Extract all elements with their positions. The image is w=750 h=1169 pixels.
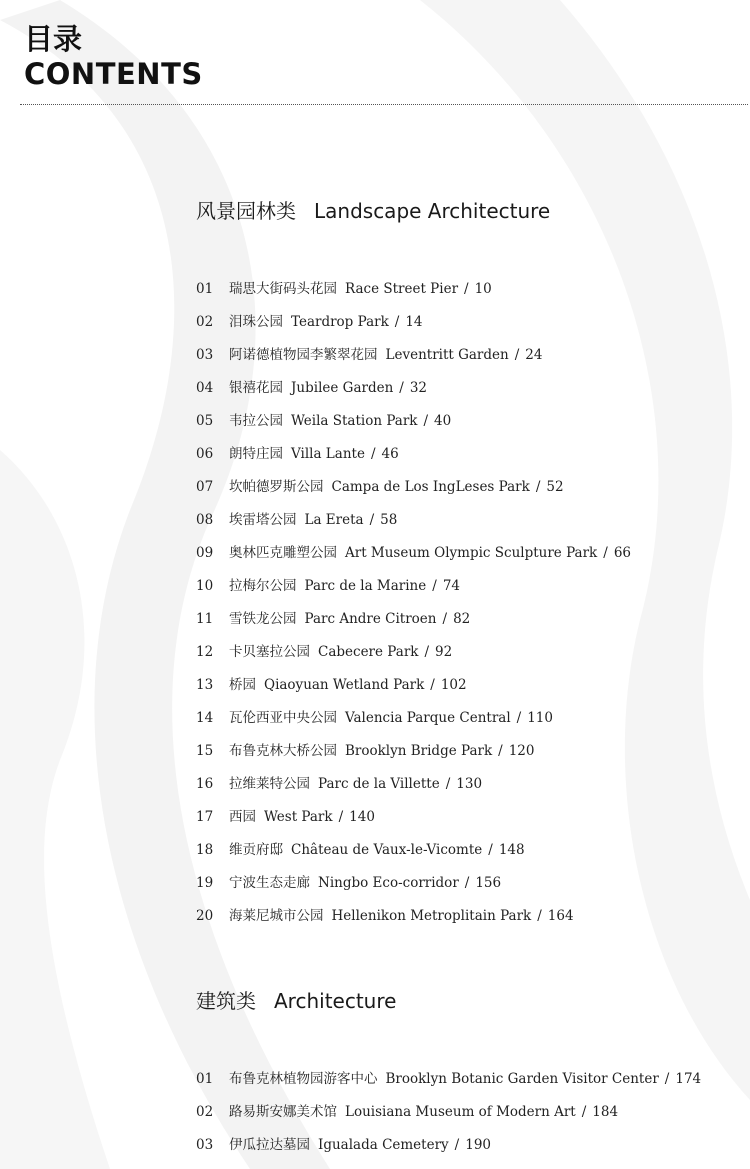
entry-page-number: 66 bbox=[613, 545, 631, 561]
entry-title-cn: 瓦伦西亚中央公园 bbox=[229, 710, 337, 726]
entry-title-en: Villa Lante bbox=[291, 446, 365, 462]
entry-number: 17 bbox=[196, 809, 214, 825]
entry-separator: / bbox=[603, 545, 608, 561]
entry-separator: / bbox=[514, 347, 520, 363]
entry-separator: / bbox=[498, 743, 503, 759]
entry-separator: / bbox=[370, 446, 376, 462]
toc-entry[interactable] bbox=[196, 1096, 701, 1129]
entry-number: 18 bbox=[196, 842, 214, 858]
entry-number: 03 bbox=[196, 1137, 214, 1153]
entry-title-en: Parc de la Marine bbox=[304, 578, 427, 594]
entry-title-en: West Park bbox=[264, 809, 333, 825]
toc-entry[interactable] bbox=[196, 669, 631, 702]
entry-page-number: 156 bbox=[475, 875, 502, 891]
entry-separator: / bbox=[369, 512, 375, 528]
entry-page-number: 58 bbox=[380, 512, 398, 528]
entry-number: 05 bbox=[196, 413, 214, 429]
entry-number: 11 bbox=[196, 611, 214, 627]
toc-entry[interactable] bbox=[196, 801, 631, 834]
entry-title-cn: 韦拉公园 bbox=[229, 413, 283, 429]
entry-separator: / bbox=[488, 842, 493, 858]
entry-page-number: 14 bbox=[405, 314, 423, 330]
entry-separator: / bbox=[445, 776, 451, 792]
entry-page-number: 32 bbox=[409, 380, 428, 396]
entry-title-cn: 瑞思大街码头花园 bbox=[229, 281, 337, 297]
entry-separator: / bbox=[423, 413, 429, 429]
toc-entry[interactable] bbox=[196, 570, 631, 603]
entry-title-en: Brooklyn Bridge Park bbox=[345, 743, 493, 759]
toc-entry[interactable] bbox=[196, 867, 631, 900]
entry-number: 13 bbox=[196, 677, 214, 693]
entry-number: 20 bbox=[196, 908, 214, 924]
entry-title-cn: 银禧花园 bbox=[229, 380, 283, 396]
entry-page-number: 110 bbox=[527, 710, 553, 726]
toc-entry[interactable] bbox=[196, 735, 631, 768]
entry-separator: / bbox=[399, 380, 404, 396]
toc-entry[interactable] bbox=[196, 834, 631, 867]
entry-title-en: Race Street Pier bbox=[345, 281, 459, 297]
entry-separator: / bbox=[535, 479, 541, 495]
entry-separator: / bbox=[581, 1104, 587, 1120]
entry-title-en: Art Museum Olympic Sculpture Park bbox=[345, 545, 598, 561]
toc-entry[interactable] bbox=[196, 636, 631, 669]
entry-separator: / bbox=[430, 677, 435, 693]
entry-title-cn: 朗特庄园 bbox=[229, 446, 283, 462]
entry-title-cn: 维贡府邸 bbox=[229, 842, 283, 858]
entry-separator: / bbox=[394, 314, 400, 330]
entry-page-number: 10 bbox=[474, 281, 492, 297]
entry-number: 03 bbox=[196, 347, 214, 363]
entry-title-en: Leventritt Garden bbox=[385, 347, 509, 363]
toc-entry[interactable] bbox=[196, 405, 631, 438]
entry-number: 12 bbox=[196, 644, 214, 660]
entry-number: 04 bbox=[196, 380, 214, 396]
title-chinese: 目录 bbox=[24, 22, 83, 56]
entry-page-number: 148 bbox=[498, 842, 525, 858]
entry-separator: / bbox=[464, 875, 470, 891]
entry-title-en: Igualada Cemetery bbox=[318, 1137, 449, 1153]
toc-entry[interactable] bbox=[196, 372, 631, 405]
section-heading bbox=[196, 986, 701, 1016]
entry-number: 15 bbox=[196, 743, 214, 759]
entry-number: 02 bbox=[196, 1104, 214, 1120]
entry-title-en: Valencia Parque Central bbox=[345, 710, 511, 726]
entry-title-cn: 桥园 bbox=[229, 677, 256, 693]
entry-page-number: 40 bbox=[434, 413, 452, 429]
toc-entry[interactable] bbox=[196, 306, 631, 339]
entry-page-number: 130 bbox=[456, 776, 483, 792]
entry-separator: / bbox=[432, 578, 437, 594]
entry-title-cn: 宁波生态走廊 bbox=[229, 875, 310, 891]
entry-number: 10 bbox=[196, 578, 214, 594]
entry-title-cn: 拉梅尔公园 bbox=[229, 578, 297, 594]
entry-separator: / bbox=[442, 611, 448, 627]
toc-entry[interactable] bbox=[196, 1063, 701, 1096]
entry-title-cn: 阿诺德植物园李繁翠花园 bbox=[229, 347, 378, 363]
entry-title-cn: 路易斯安娜美术馆 bbox=[229, 1104, 337, 1120]
entry-separator: / bbox=[424, 644, 430, 660]
toc-entry[interactable] bbox=[196, 702, 631, 735]
entry-number: 02 bbox=[196, 314, 214, 330]
toc-entry[interactable] bbox=[196, 339, 631, 372]
page-header bbox=[24, 22, 203, 92]
entry-page-number: 82 bbox=[453, 611, 471, 627]
entry-separator: / bbox=[664, 1071, 670, 1087]
entry-separator: / bbox=[338, 809, 344, 825]
entry-title-cn: 埃雷塔公园 bbox=[229, 512, 297, 528]
entry-page-number: 184 bbox=[592, 1104, 619, 1120]
entry-page-number: 46 bbox=[381, 446, 399, 462]
entry-number: 06 bbox=[196, 446, 214, 462]
header-divider bbox=[20, 104, 748, 105]
entry-title-en: Campa de Los IngLeses Park bbox=[331, 479, 530, 495]
entry-title-en: Qiaoyuan Wetland Park bbox=[264, 677, 425, 693]
entry-title-en: Louisiana Museum of Modern Art bbox=[345, 1104, 576, 1120]
entry-number: 16 bbox=[196, 776, 214, 792]
entry-page-number: 120 bbox=[508, 743, 535, 759]
entry-page-number: 140 bbox=[349, 809, 375, 825]
entry-number: 14 bbox=[196, 710, 214, 726]
toc-list bbox=[196, 1063, 701, 1162]
section-heading-cn: 建筑类 bbox=[196, 989, 256, 1013]
entry-title-cn: 西园 bbox=[229, 809, 256, 825]
toc-entry[interactable] bbox=[196, 603, 631, 636]
entry-separator: / bbox=[464, 281, 469, 297]
entry-page-number: 74 bbox=[442, 578, 460, 594]
toc-entry[interactable] bbox=[196, 504, 631, 537]
entry-page-number: 92 bbox=[435, 644, 453, 660]
entry-number: 09 bbox=[196, 545, 214, 561]
entry-number: 08 bbox=[196, 512, 214, 528]
toc-entry[interactable] bbox=[196, 1129, 701, 1162]
section-landscape bbox=[196, 196, 631, 933]
entry-title-cn: 坎帕德罗斯公园 bbox=[229, 479, 324, 495]
section-heading-cn: 风景园林类 bbox=[196, 199, 296, 223]
entry-title-cn: 布鲁克林植物园游客中心 bbox=[229, 1071, 378, 1087]
entry-title-en: Cabecere Park bbox=[318, 644, 419, 660]
toc-entry[interactable] bbox=[196, 471, 631, 504]
entry-number: 19 bbox=[196, 875, 214, 891]
toc-entry[interactable] bbox=[196, 537, 631, 570]
toc-entry[interactable] bbox=[196, 768, 631, 801]
entry-page-number: 52 bbox=[546, 479, 564, 495]
section-heading-en: Landscape Architecture bbox=[314, 199, 551, 223]
entry-title-cn: 卡贝塞拉公园 bbox=[229, 644, 310, 660]
entry-title-cn: 伊瓜拉达墓园 bbox=[229, 1137, 310, 1153]
entry-title-en: Jubilee Garden bbox=[291, 380, 394, 396]
entry-title-cn: 布鲁克林大桥公园 bbox=[229, 743, 337, 759]
entry-title-cn: 奥林匹克雕塑公园 bbox=[229, 545, 337, 561]
entry-separator: / bbox=[516, 710, 522, 726]
entry-title-en: Château de Vaux-le-Vicomte bbox=[291, 842, 483, 858]
entry-title-cn: 拉维莱特公园 bbox=[229, 776, 310, 792]
entry-title-cn: 雪铁龙公园 bbox=[229, 611, 297, 627]
entry-page-number: 164 bbox=[547, 908, 574, 924]
section-heading-en: Architecture bbox=[274, 989, 397, 1013]
toc-entry[interactable] bbox=[196, 438, 631, 471]
entry-title-en: Hellenikon Metroplitain Park bbox=[331, 908, 532, 924]
entry-page-number: 190 bbox=[465, 1137, 492, 1153]
toc-entry[interactable] bbox=[196, 900, 631, 933]
section-architecture bbox=[196, 986, 701, 1162]
entry-title-en: Parc de la Villette bbox=[318, 776, 440, 792]
entry-number: 01 bbox=[196, 1071, 214, 1087]
toc-list bbox=[196, 273, 631, 933]
entry-title-en: Weila Station Park bbox=[291, 413, 418, 429]
entry-page-number: 174 bbox=[675, 1071, 702, 1087]
section-heading bbox=[196, 196, 631, 226]
entry-separator: / bbox=[454, 1137, 460, 1153]
entry-separator: / bbox=[537, 908, 542, 924]
entry-title-en: La Ereta bbox=[304, 512, 364, 528]
entry-number: 01 bbox=[196, 281, 214, 297]
entry-page-number: 24 bbox=[525, 347, 543, 363]
entry-title-cn: 海莱尼城市公园 bbox=[229, 908, 324, 924]
entry-number: 07 bbox=[196, 479, 214, 495]
entry-title-en: Teardrop Park bbox=[291, 314, 389, 330]
toc-entry[interactable] bbox=[196, 273, 631, 306]
entry-title-en: Brooklyn Botanic Garden Visitor Center bbox=[385, 1071, 659, 1087]
entry-title-cn: 泪珠公园 bbox=[229, 314, 283, 330]
entry-page-number: 102 bbox=[440, 677, 467, 693]
title-english: CONTENTS bbox=[24, 57, 203, 91]
entry-title-en: Ningbo Eco-corridor bbox=[318, 875, 459, 891]
entry-title-en: Parc Andre Citroen bbox=[304, 611, 437, 627]
